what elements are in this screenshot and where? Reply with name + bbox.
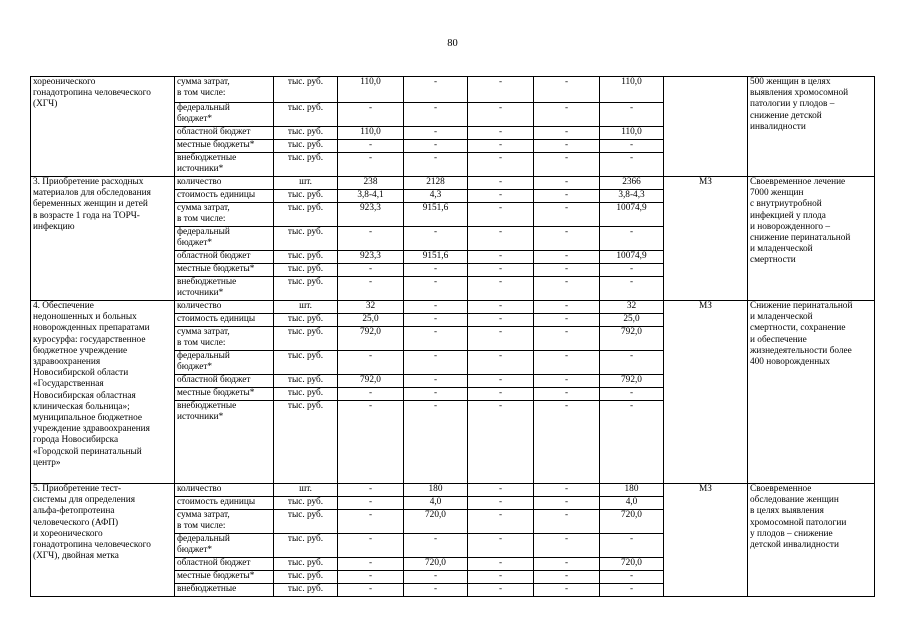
value-cell-3: -	[468, 401, 534, 484]
unit-cell: тыс. руб.	[274, 375, 338, 388]
value-cell-1: -	[338, 497, 404, 510]
value-cell-3: -	[468, 534, 534, 558]
value-cell-3: -	[468, 140, 534, 153]
unit-cell: тыс. руб.	[274, 127, 338, 140]
indicator-cell: местные бюджеты*	[175, 140, 274, 153]
indicator-cell: местные бюджеты*	[175, 388, 274, 401]
value-cell-1: -	[338, 227, 404, 251]
value-cell-2: -	[404, 127, 468, 140]
indicator-cell: местные бюджеты*	[175, 571, 274, 584]
total-cell: 10074,9	[600, 203, 664, 227]
unit-cell: тыс. руб.	[274, 534, 338, 558]
value-cell-2: -	[404, 153, 468, 177]
value-cell-2: 4,3	[404, 190, 468, 203]
indicator-cell: областной бюджет	[175, 251, 274, 264]
value-cell-2: 720,0	[404, 558, 468, 571]
unit-cell: тыс. руб.	[274, 251, 338, 264]
value-cell-4: -	[534, 558, 600, 571]
unit-cell: тыс. руб.	[274, 510, 338, 534]
unit-cell: тыс. руб.	[274, 571, 338, 584]
value-cell-1: -	[338, 484, 404, 497]
indicator-cell: внебюджетные	[175, 584, 274, 597]
value-cell-4: -	[534, 190, 600, 203]
table-row	[31, 484, 875, 497]
value-cell-1: 792,0	[338, 327, 404, 351]
value-cell-1: -	[338, 534, 404, 558]
value-cell-3: -	[468, 351, 534, 375]
total-cell: 180	[600, 484, 664, 497]
total-cell: 2366	[600, 177, 664, 190]
total-cell: -	[600, 264, 664, 277]
value-cell-1: -	[338, 351, 404, 375]
value-cell-4: -	[534, 177, 600, 190]
value-cell-4: -	[534, 314, 600, 327]
unit-cell: тыс. руб.	[274, 103, 338, 127]
value-cell-2: -	[404, 534, 468, 558]
total-cell: -	[600, 401, 664, 484]
indicator-cell: количество	[175, 301, 274, 314]
indicator-cell: областной бюджет	[175, 558, 274, 571]
indicator-cell: внебюджетные источники*	[175, 153, 274, 177]
total-cell: -	[600, 103, 664, 127]
unit-cell: тыс. руб.	[274, 190, 338, 203]
expected-result: Своевременное лечение 7000 женщин с внутриутробной инфекцией у плода и новорожденного – снижение перинатальной и младенческой смертности	[748, 177, 875, 301]
value-cell-3: -	[468, 264, 534, 277]
unit-cell: тыс. руб.	[274, 227, 338, 251]
value-cell-3: -	[468, 375, 534, 388]
indicator-cell: федеральный бюджет*	[175, 351, 274, 375]
unit-cell: тыс. руб.	[274, 314, 338, 327]
expected-result: 500 женщин в целях выявления хромосомной патологии у плодов – снижение детской инвалидности	[748, 77, 875, 177]
total-cell: -	[600, 227, 664, 251]
value-cell-3: -	[468, 314, 534, 327]
value-cell-2: 2128	[404, 177, 468, 190]
value-cell-1: 923,3	[338, 251, 404, 264]
unit-cell: тыс. руб.	[274, 558, 338, 571]
value-cell-1: -	[338, 264, 404, 277]
value-cell-2: -	[404, 301, 468, 314]
indicator-cell: областной бюджет	[175, 127, 274, 140]
table-row	[31, 77, 875, 103]
total-cell: -	[600, 351, 664, 375]
value-cell-4: -	[534, 497, 600, 510]
value-cell-2: 4,0	[404, 497, 468, 510]
measure-name: 4. Обеспечение недоношенных и больных новорожденных препаратами куросурфа: государственное бюджетное учреждение здравоохранения Новосибирской области «Государственная Новосибирская областная клиническая больница»; муниципальное бюджетное учреждение здравоохранения города Новосибирска «Городской перинатальный центр»	[31, 301, 175, 484]
unit-cell: тыс. руб.	[274, 277, 338, 301]
indicator-cell: федеральный бюджет*	[175, 534, 274, 558]
page-number: 80	[447, 38, 458, 49]
indicator-cell: сумма затрат, в том числе:	[175, 203, 274, 227]
value-cell-2: 9151,6	[404, 203, 468, 227]
value-cell-3: -	[468, 301, 534, 314]
value-cell-4: -	[534, 77, 600, 103]
table-row	[31, 177, 875, 190]
measure-name: хореонического гонадотропина человеческого (ХГЧ)	[31, 77, 175, 177]
value-cell-2: -	[404, 77, 468, 103]
indicator-cell: сумма затрат, в том числе:	[175, 327, 274, 351]
unit-cell: тыс. руб.	[274, 140, 338, 153]
table-row	[31, 301, 875, 314]
value-cell-3: -	[468, 103, 534, 127]
value-cell-4: -	[534, 375, 600, 388]
total-cell: -	[600, 584, 664, 597]
value-cell-3: -	[468, 153, 534, 177]
value-cell-3: -	[468, 203, 534, 227]
value-cell-3: -	[468, 558, 534, 571]
indicator-cell: сумма затрат, в том числе:	[175, 77, 274, 103]
value-cell-4: -	[534, 227, 600, 251]
value-cell-1: -	[338, 153, 404, 177]
value-cell-4: -	[534, 127, 600, 140]
value-cell-4: -	[534, 401, 600, 484]
value-cell-1: -	[338, 401, 404, 484]
value-cell-3: -	[468, 484, 534, 497]
indicator-cell: количество	[175, 484, 274, 497]
value-cell-2: -	[404, 584, 468, 597]
value-cell-1: 923,3	[338, 203, 404, 227]
value-cell-2: -	[404, 327, 468, 351]
value-cell-2: -	[404, 277, 468, 301]
value-cell-1: 32	[338, 301, 404, 314]
value-cell-4: -	[534, 584, 600, 597]
unit-cell: тыс. руб.	[274, 77, 338, 103]
value-cell-1: 110,0	[338, 127, 404, 140]
value-cell-2: 720,0	[404, 510, 468, 534]
total-cell: 10074,9	[600, 251, 664, 264]
value-cell-3: -	[468, 510, 534, 534]
value-cell-4: -	[534, 264, 600, 277]
value-cell-1: -	[338, 510, 404, 534]
value-cell-4: -	[534, 534, 600, 558]
unit-cell: шт.	[274, 177, 338, 190]
total-cell: 110,0	[600, 77, 664, 103]
indicator-cell: федеральный бюджет*	[175, 227, 274, 251]
value-cell-4: -	[534, 140, 600, 153]
value-cell-1: 3,8-4,1	[338, 190, 404, 203]
indicator-cell: внебюджетные источники*	[175, 277, 274, 301]
total-cell: 3,8-4,3	[600, 190, 664, 203]
unit-cell: тыс. руб.	[274, 327, 338, 351]
indicator-cell: сумма затрат, в том числе:	[175, 510, 274, 534]
value-cell-1: -	[338, 584, 404, 597]
indicator-cell: внебюджетные источники*	[175, 401, 274, 484]
value-cell-2: -	[404, 103, 468, 127]
total-cell: -	[600, 153, 664, 177]
value-cell-4: -	[534, 571, 600, 584]
indicator-cell: областной бюджет	[175, 375, 274, 388]
unit-cell: шт.	[274, 484, 338, 497]
value-cell-2: -	[404, 571, 468, 584]
total-cell: -	[600, 388, 664, 401]
value-cell-4: -	[534, 153, 600, 177]
indicator-cell: стоимость единицы	[175, 497, 274, 510]
unit-cell: тыс. руб.	[274, 203, 338, 227]
responsible-agency: МЗ	[664, 177, 748, 301]
unit-cell: тыс. руб.	[274, 351, 338, 375]
unit-cell: тыс. руб.	[274, 497, 338, 510]
value-cell-2: -	[404, 140, 468, 153]
total-cell: 720,0	[600, 558, 664, 571]
value-cell-4: -	[534, 103, 600, 127]
total-cell: 32	[600, 301, 664, 314]
indicator-cell: местные бюджеты*	[175, 264, 274, 277]
value-cell-1: 25,0	[338, 314, 404, 327]
value-cell-1: -	[338, 571, 404, 584]
value-cell-4: -	[534, 251, 600, 264]
program-measures-table	[30, 76, 875, 597]
value-cell-1: -	[338, 103, 404, 127]
value-cell-2: 9151,6	[404, 251, 468, 264]
value-cell-3: -	[468, 388, 534, 401]
value-cell-3: -	[468, 77, 534, 103]
responsible-agency: МЗ	[664, 301, 748, 484]
total-cell: 720,0	[600, 510, 664, 534]
total-cell: 4,0	[600, 497, 664, 510]
unit-cell: тыс. руб.	[274, 388, 338, 401]
value-cell-2: -	[404, 401, 468, 484]
indicator-cell: количество	[175, 177, 274, 190]
total-cell: -	[600, 571, 664, 584]
value-cell-2: -	[404, 264, 468, 277]
total-cell: 792,0	[600, 375, 664, 388]
indicator-cell: стоимость единицы	[175, 190, 274, 203]
value-cell-2: -	[404, 375, 468, 388]
responsible-agency: МЗ	[664, 484, 748, 597]
value-cell-3: -	[468, 497, 534, 510]
value-cell-1: 110,0	[338, 77, 404, 103]
value-cell-1: 792,0	[338, 375, 404, 388]
value-cell-4: -	[534, 203, 600, 227]
value-cell-1: 238	[338, 177, 404, 190]
value-cell-4: -	[534, 510, 600, 534]
expected-result: Своевременное обследование женщин в целях выявления хромосомной патологии у плодов – снижение детской инвалидности	[748, 484, 875, 597]
value-cell-3: -	[468, 584, 534, 597]
indicator-cell: федеральный бюджет*	[175, 103, 274, 127]
total-cell: 110,0	[600, 127, 664, 140]
value-cell-4: -	[534, 327, 600, 351]
measure-name: 3. Приобретение расходных материалов для обследования беременных женщин и детей в возрасте 1 года на ТОРЧ- инфекцию	[31, 177, 175, 301]
value-cell-3: -	[468, 571, 534, 584]
total-cell: -	[600, 277, 664, 301]
value-cell-4: -	[534, 277, 600, 301]
value-cell-2: -	[404, 351, 468, 375]
value-cell-3: -	[468, 177, 534, 190]
table-body	[31, 77, 875, 597]
value-cell-3: -	[468, 277, 534, 301]
value-cell-2: 180	[404, 484, 468, 497]
unit-cell: тыс. руб.	[274, 153, 338, 177]
value-cell-3: -	[468, 251, 534, 264]
total-cell: 792,0	[600, 327, 664, 351]
value-cell-4: -	[534, 388, 600, 401]
unit-cell: шт.	[274, 301, 338, 314]
total-cell: 25,0	[600, 314, 664, 327]
value-cell-3: -	[468, 227, 534, 251]
value-cell-2: -	[404, 388, 468, 401]
value-cell-1: -	[338, 558, 404, 571]
value-cell-2: -	[404, 314, 468, 327]
value-cell-1: -	[338, 277, 404, 301]
total-cell: -	[600, 140, 664, 153]
value-cell-4: -	[534, 351, 600, 375]
unit-cell: тыс. руб.	[274, 584, 338, 597]
value-cell-4: -	[534, 301, 600, 314]
value-cell-1: -	[338, 388, 404, 401]
responsible-agency	[664, 77, 748, 177]
measure-name: 5. Приобретение тест- системы для определения альфа-фетопротеина человеческого (АФП) и хореонического гонадотропина человеческого (ХГЧ), двойная метка	[31, 484, 175, 597]
value-cell-3: -	[468, 127, 534, 140]
value-cell-1: -	[338, 140, 404, 153]
value-cell-2: -	[404, 227, 468, 251]
value-cell-3: -	[468, 190, 534, 203]
unit-cell: тыс. руб.	[274, 401, 338, 484]
value-cell-3: -	[468, 327, 534, 351]
expected-result: Снижение перинатальной и младенческой смертности, сохранение и обеспечение жизнедеятельности более 400 новорожденных	[748, 301, 875, 484]
indicator-cell: стоимость единицы	[175, 314, 274, 327]
total-cell: -	[600, 534, 664, 558]
unit-cell: тыс. руб.	[274, 264, 338, 277]
value-cell-4: -	[534, 484, 600, 497]
